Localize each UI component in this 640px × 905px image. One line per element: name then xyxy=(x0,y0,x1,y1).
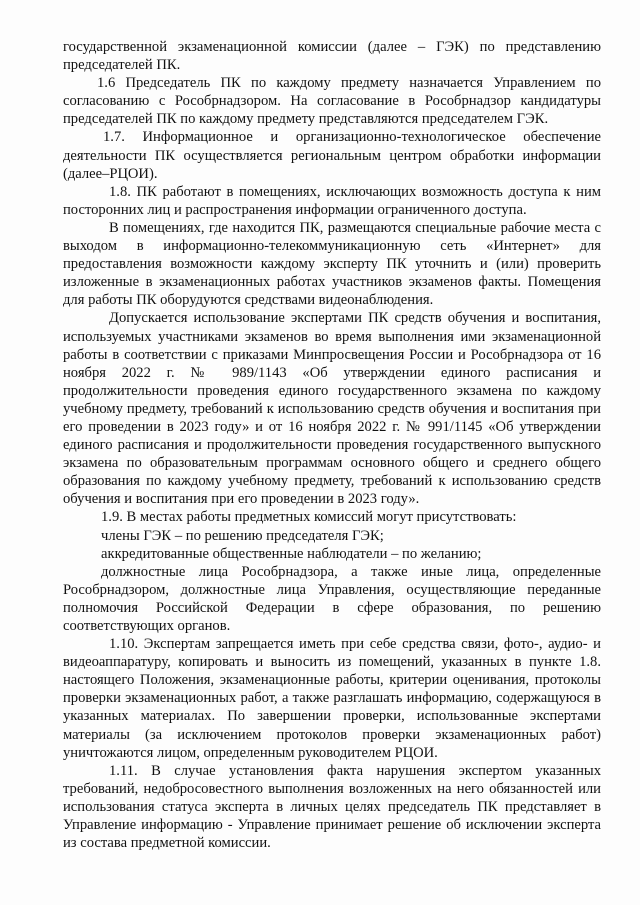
paragraph-1-9: 1.9. В местах работы предметных комиссий могут присутствовать: xyxy=(101,509,517,526)
paragraph-1-6: 1.6 Председатель ПК по каждому предмету назначается Управлением по согласованию с Рособрнадзором. На согласование в Рособрнадзор кандидатуры председателей ПК по каждому предмету представляются председателем ГЭК. xyxy=(63,75,601,128)
list-item-gek-members: члены ГЭК – по решению председателя ГЭК; xyxy=(101,527,384,544)
paragraph-learning-tools: Допускается использование экспертами ПК средств обучения и воспитания, используемых участниками экзаменов во время выполнения ими экзаменационной работы в соответствии с приказами Минпросвещения России и Рособрнадзора от 16 ноября 2022 г. № 989/1143 «Об утверждении единого расписания и продолжительности проведения единого государственного экзамена по каждому учебному предмету, требований к использованию средств обучения и воспитания при его проведении в 2023 году» и от 16 ноября 2022 г. № 991/1145 «Об утверждении единого расписания и продолжительности проведения государственного выпускного экзамена по образовательным программам основного общего и среднего общего образования по каждому учебному предмету, требований к использованию средств обучения и воспитания при его проведении в 2023 году». xyxy=(63,310,601,508)
list-item-observers: аккредитованные общественные наблюдатели – по желанию; xyxy=(101,545,482,562)
list-item-officials: должностные лица Рособрнадзора, а также иные лица, определенные Рособрнадзором, должностные лица Управления, осуществляющие переданные полномочия Российской Федерации в сфере образования, по решению соответствующих органов. xyxy=(63,563,601,634)
paragraph-1-7: 1.7. Информационное и организационно-технологическое обеспечение деятельности ПК осуществляется региональным центром обработки информации (далее–РЦОИ). xyxy=(63,129,601,182)
paragraph-continuation: государственной экзаменационной комиссии (далее – ГЭК) по представлению председателей ПК. xyxy=(63,39,601,74)
paragraph-premises: В помещениях, где находится ПК, размещаются специальные рабочие места с выходом в информационно-телекоммуникационную сеть «Интернет» для предоставления возможности каждому эксперту ПК уточнить и (или) проверить изложенные в экзаменационных работах участников экзаменов факты. Помещения для работы ПК оборудуются средствами видеонаблюдения. xyxy=(63,219,601,309)
paragraph-1-8: 1.8. ПК работают в помещениях, исключающих возможность доступа к ним посторонних лиц и распространения информации ограниченного доступа. xyxy=(63,183,601,218)
paragraph-1-11: 1.11. В случае установления факта нарушения экспертом указанных требований, недобросовестного выполнения возложенных на него обязанностей или использования статуса эксперта в личных целях председатель ПК представляет в Управление информацию - Управление принимает решение об исключении эксперта из состава предметной комиссии. xyxy=(63,762,601,852)
document-body xyxy=(63,38,601,852)
paragraph-1-10: 1.10. Экспертам запрещается иметь при себе средства связи, фото-, аудио- и видеоаппаратуру, копировать и выносить из помещений, указанных в пункте 1.8. настоящего Положения, экзаменационные работы, критерии оценивания, протоколы проверки экзаменационных работ, а также разглашать информацию, содержащуюся в указанных материалах. По завершении проверки, использованные экспертами материалы (за исключением протоколов проверки экзаменационных работ) уничтожаются лицом, определенным руководителем РЦОИ. xyxy=(63,636,601,761)
